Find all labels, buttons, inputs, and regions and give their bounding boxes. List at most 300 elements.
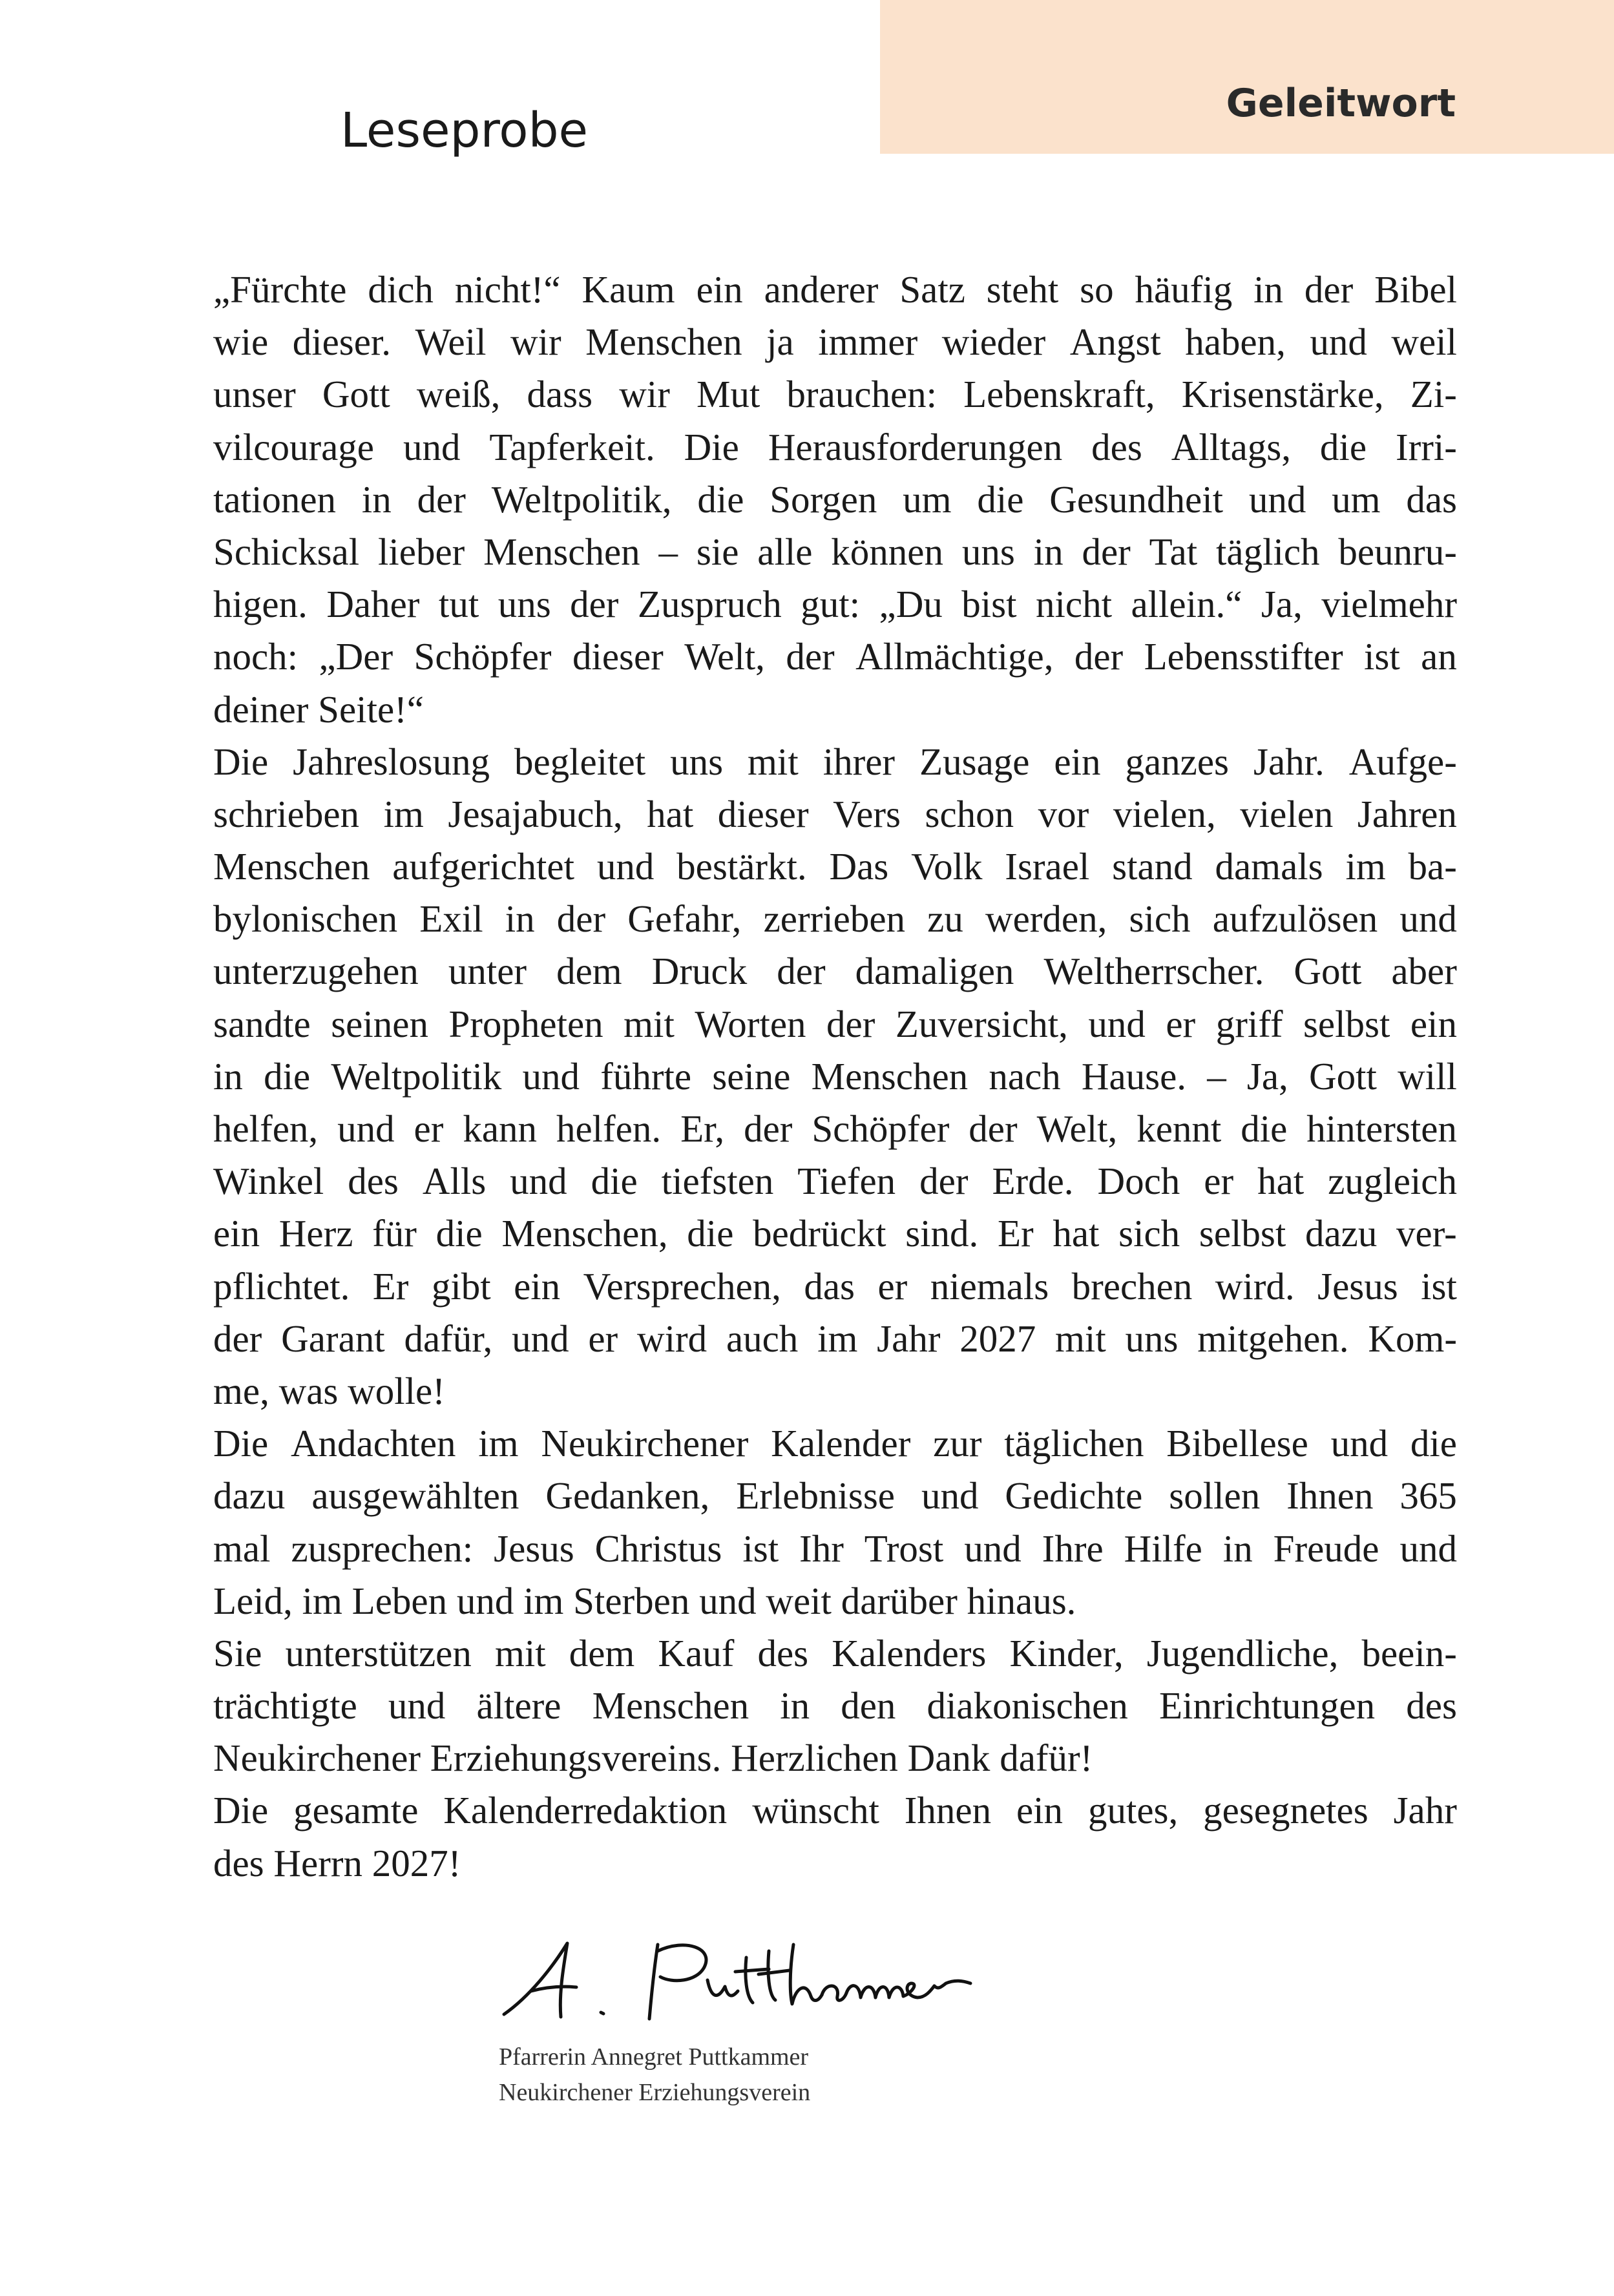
word: ältere — [476, 1684, 561, 1727]
word: helfen. — [556, 1107, 662, 1150]
word: Alls — [422, 1160, 487, 1203]
word: uns — [1125, 1317, 1179, 1360]
word: dass — [527, 373, 593, 416]
word: sich — [1129, 897, 1191, 941]
word: uns — [498, 583, 551, 626]
word: ganzes — [1125, 740, 1230, 783]
word: und — [964, 1527, 1022, 1570]
word: wünscht — [752, 1789, 879, 1832]
word: lieber — [377, 530, 465, 573]
text-line — [213, 474, 1457, 526]
text-line — [213, 1365, 1457, 1417]
word: und — [699, 1579, 757, 1622]
text-line — [213, 1732, 1457, 1784]
word: Bibellese — [1166, 1422, 1308, 1465]
word: und — [1310, 320, 1367, 364]
word: die — [1241, 1107, 1288, 1150]
word: noch: — [213, 635, 299, 678]
word: hat — [1257, 1160, 1305, 1203]
word: ist — [1421, 1264, 1457, 1308]
word: mit — [748, 740, 799, 783]
word: wieder — [941, 320, 1046, 364]
word: diakonischen — [927, 1684, 1128, 1727]
text-line — [213, 1050, 1457, 1103]
word: – — [658, 530, 678, 573]
text-line — [213, 421, 1457, 474]
word: Kalender — [771, 1422, 911, 1465]
section-title: Geleitwort — [1226, 81, 1456, 126]
word: Hause. — [1081, 1054, 1187, 1098]
word: Ihnen — [904, 1789, 992, 1832]
word: Daher — [326, 583, 420, 626]
word: in — [361, 477, 392, 521]
word: aufgerichtet — [392, 845, 575, 888]
word: brechen — [1071, 1264, 1193, 1308]
word: wir — [619, 373, 670, 416]
word: Christus — [594, 1527, 722, 1570]
word: der — [213, 1317, 262, 1360]
word: in — [213, 1054, 243, 1098]
word: nicht — [1036, 583, 1112, 626]
word: die — [697, 477, 744, 521]
word: vielen, — [1113, 792, 1216, 835]
word: Lebenskraft, — [963, 373, 1155, 416]
word: er — [588, 1317, 618, 1360]
word: Freude — [1273, 1527, 1379, 1570]
word: in — [1253, 268, 1284, 311]
word: der — [777, 950, 826, 993]
signature-image — [491, 1932, 1060, 2029]
word: Sie — [213, 1631, 262, 1675]
text-line — [213, 1470, 1457, 1522]
word: Gesundheit — [1049, 477, 1223, 521]
word: ein — [696, 268, 743, 311]
word: Andachten — [290, 1422, 456, 1465]
word: „Der — [319, 635, 393, 678]
word: die — [591, 1160, 638, 1203]
word: des — [757, 1631, 809, 1675]
text-line — [213, 736, 1457, 788]
word: steht — [986, 268, 1059, 311]
word: unterstützen — [285, 1631, 472, 1675]
word: helfen, — [213, 1107, 319, 1150]
word: und — [403, 425, 461, 468]
word: mit — [494, 1631, 546, 1675]
word: Gott — [1294, 950, 1362, 993]
word: unser — [213, 373, 296, 416]
word: und — [596, 845, 655, 888]
word: Seite!“ — [318, 687, 424, 731]
word: dich — [368, 268, 434, 311]
word: Leid, — [213, 1579, 293, 1622]
word: Jahren — [1357, 792, 1457, 835]
word: allein.“ — [1131, 583, 1242, 626]
text-line — [213, 316, 1457, 368]
word: Jesus — [494, 1527, 574, 1570]
text-line — [213, 945, 1457, 997]
word: Weltpolitik — [331, 1054, 502, 1098]
word: zerrieben — [763, 897, 906, 941]
word: sich — [1118, 1212, 1180, 1255]
word: selbst — [1303, 1002, 1390, 1045]
word: zur — [933, 1422, 982, 1465]
word: Zi- — [1410, 373, 1457, 416]
word: hintersten — [1306, 1107, 1457, 1150]
word: häufig — [1135, 268, 1233, 311]
word: sandte — [213, 1002, 311, 1045]
text-line — [213, 631, 1457, 683]
word: Herzlichen — [731, 1737, 898, 1780]
word: Menschen — [213, 845, 370, 888]
word: Ja, — [1261, 583, 1303, 626]
word: sie — [696, 530, 739, 573]
word: Propheten — [448, 1002, 603, 1045]
word: und — [512, 1317, 569, 1360]
word: beein- — [1361, 1631, 1457, 1675]
word: sollen — [1169, 1474, 1261, 1518]
word: griff — [1215, 1002, 1283, 1045]
word: er — [414, 1107, 444, 1150]
word: Doch — [1097, 1160, 1180, 1203]
word: tationen — [213, 477, 337, 521]
word: niemals — [930, 1264, 1049, 1308]
word: der — [1082, 530, 1131, 573]
word: Schöpfer — [812, 1107, 950, 1150]
word: ihrer — [823, 740, 896, 783]
text-line — [213, 1207, 1457, 1260]
word: Hilfe — [1124, 1527, 1202, 1570]
word: nach — [989, 1054, 1061, 1098]
word: stand — [1112, 845, 1193, 888]
word: Leben — [351, 1579, 448, 1622]
word: Die — [213, 1422, 269, 1465]
word: schrieben — [213, 792, 360, 835]
text-line — [213, 840, 1457, 893]
text-line — [213, 1784, 1457, 1837]
text-line — [213, 264, 1457, 316]
word: me, — [213, 1369, 269, 1412]
word: brauchen: — [786, 373, 938, 416]
word: Satz — [899, 268, 965, 311]
word: dieser — [572, 635, 664, 678]
word: Menschen — [811, 1054, 969, 1098]
word: und — [1248, 477, 1306, 521]
word: Vers — [833, 792, 901, 835]
word: will — [1398, 1054, 1457, 1098]
word: Angst — [1069, 320, 1161, 364]
word: und — [388, 1684, 446, 1727]
word: die — [264, 1054, 311, 1098]
word: Weil — [415, 320, 487, 364]
word: ist — [1364, 635, 1400, 678]
word: im — [302, 1579, 342, 1622]
word: was — [278, 1369, 339, 1412]
word: des — [1406, 1684, 1457, 1727]
word: bedrückt — [753, 1212, 886, 1255]
word: im — [1345, 845, 1386, 888]
word: Gott — [1308, 1054, 1377, 1098]
word: darüber — [841, 1579, 958, 1622]
word: zugleich — [1328, 1160, 1457, 1203]
signatory-organization: Neukirchener Erziehungsverein — [499, 2079, 811, 2106]
word: kennt — [1137, 1107, 1222, 1150]
word: gesamte — [293, 1789, 419, 1832]
word: Gedanken, — [545, 1474, 710, 1518]
word: Jesajabuch, — [448, 792, 623, 835]
word: der — [1074, 635, 1124, 678]
word: Herrn — [273, 1841, 362, 1884]
word: vor — [1038, 792, 1089, 835]
word: Welt, — [1036, 1107, 1118, 1150]
word: Ihr — [799, 1527, 844, 1570]
word: in — [1033, 530, 1064, 573]
word: im — [478, 1422, 519, 1465]
word: Jahr — [877, 1317, 941, 1360]
word: Ihre — [1042, 1527, 1104, 1570]
word: in — [1222, 1527, 1253, 1570]
word: Herz — [278, 1212, 353, 1255]
word: „Du — [879, 583, 943, 626]
word: Einrichtungen — [1158, 1684, 1376, 1727]
word: mit — [1055, 1317, 1106, 1360]
word: sind. — [905, 1212, 979, 1255]
text-line — [213, 684, 1457, 736]
word: Kaum — [582, 268, 675, 311]
word: Menschen, — [501, 1212, 668, 1255]
word: Neukirchener — [541, 1422, 749, 1465]
word: Kauf — [658, 1631, 735, 1675]
word: Schöpfer — [414, 635, 552, 678]
word: wir — [510, 320, 561, 364]
word: die — [1319, 425, 1367, 468]
word: gutes, — [1087, 1789, 1179, 1832]
word: Menschen — [592, 1684, 749, 1727]
word: Dank — [907, 1737, 990, 1780]
word: in — [505, 897, 535, 941]
word: Die — [213, 1789, 269, 1832]
text-line — [213, 998, 1457, 1050]
word: Kalenders — [832, 1631, 987, 1675]
word: mal — [213, 1527, 271, 1570]
word: gesegnetes — [1203, 1789, 1368, 1832]
word: Israel — [1005, 845, 1090, 888]
word: Volk — [911, 845, 983, 888]
word: ba- — [1408, 845, 1457, 888]
word: er — [1166, 1002, 1196, 1045]
word: damals — [1215, 845, 1323, 888]
word: und — [510, 1160, 567, 1203]
word: Irri- — [1395, 425, 1457, 468]
word: seinen — [331, 1002, 428, 1045]
word: Jahreslosung — [293, 740, 490, 783]
word: Er — [372, 1264, 409, 1308]
word: und — [337, 1107, 395, 1150]
word: der — [556, 897, 606, 941]
word: Jahr — [1393, 1789, 1457, 1832]
word: Das — [829, 845, 889, 888]
text-line — [213, 1103, 1457, 1155]
word: nicht!“ — [454, 268, 561, 311]
word: Schicksal — [213, 530, 360, 573]
word: des — [1091, 425, 1142, 468]
word: 2027! — [372, 1841, 461, 1884]
body-text — [213, 264, 1457, 1890]
word: der — [969, 1107, 1018, 1150]
word: können — [831, 530, 943, 573]
word: täglich — [1216, 530, 1320, 573]
word: die — [687, 1212, 734, 1255]
text-line — [213, 1260, 1457, 1313]
word: Winkel — [213, 1160, 324, 1203]
text-line — [213, 1575, 1457, 1627]
word: damaligen — [855, 950, 1014, 993]
word: „Fürchte — [213, 268, 347, 311]
word: auch — [726, 1317, 799, 1360]
word: der — [826, 1002, 875, 1045]
word: dieser. — [292, 320, 392, 364]
word: Kalenderredaktion — [443, 1789, 728, 1832]
word: weil — [1391, 320, 1457, 364]
word: trächtigte — [213, 1684, 357, 1727]
word: wird. — [1215, 1264, 1295, 1308]
word: Gott — [322, 373, 390, 416]
word: und — [456, 1579, 514, 1622]
text-line — [213, 1627, 1457, 1680]
word: bylonischen — [213, 897, 398, 941]
word: Aufge- — [1348, 740, 1457, 783]
word: werden, — [985, 897, 1107, 941]
text-line — [213, 893, 1457, 945]
word: Worten — [695, 1002, 806, 1045]
word: Garant — [281, 1317, 385, 1360]
word: Sorgen — [770, 477, 877, 521]
text-line — [213, 1680, 1457, 1732]
word: und — [522, 1054, 580, 1098]
word: Mut — [696, 373, 760, 416]
word: Krisenstärke, — [1181, 373, 1384, 416]
word: dieser — [717, 792, 809, 835]
word: Exil — [419, 897, 483, 941]
word: Tat — [1149, 530, 1198, 573]
word: weit — [766, 1579, 832, 1622]
word: die — [1410, 1422, 1457, 1465]
word: mitgehen. — [1197, 1317, 1349, 1360]
word: zusprechen: — [291, 1527, 474, 1570]
word: ein — [514, 1264, 561, 1308]
word: aufzulösen — [1212, 897, 1378, 941]
word: Ja, — [1246, 1054, 1288, 1098]
word: Weltpolitik, — [491, 477, 672, 521]
word: Sterben — [573, 1579, 690, 1622]
word: Druck — [651, 950, 748, 993]
word: ein — [1054, 740, 1101, 783]
word: dazu — [1305, 1212, 1378, 1255]
word: der — [786, 635, 835, 678]
word: tut — [438, 583, 479, 626]
word: der — [1304, 268, 1354, 311]
word: haben, — [1185, 320, 1286, 364]
word: um — [903, 477, 952, 521]
word: Zuversicht, — [895, 1002, 1068, 1045]
text-line — [213, 526, 1457, 578]
text-line — [213, 1417, 1457, 1470]
word: Alltags, — [1171, 425, 1291, 468]
word: vilcourage — [213, 425, 374, 468]
signatory-name: Pfarrerin Annegret Puttkammer — [499, 2043, 809, 2071]
word: Trost — [864, 1527, 944, 1570]
word: gut: — [801, 583, 861, 626]
word: vielen — [1240, 792, 1334, 835]
word: ausgewählten — [311, 1474, 519, 1518]
word: immer — [818, 320, 918, 364]
word: das — [804, 1264, 855, 1308]
word: für — [372, 1212, 417, 1255]
word: seine — [712, 1054, 791, 1098]
word: selbst — [1199, 1212, 1286, 1255]
word: er — [1204, 1160, 1234, 1203]
word: ja — [766, 320, 794, 364]
text-line — [213, 1837, 1457, 1890]
word: dem — [556, 950, 622, 993]
word: dem — [569, 1631, 635, 1675]
word: Kinder, — [1009, 1631, 1124, 1675]
word: unter — [448, 950, 527, 993]
word: Neukirchener — [213, 1737, 421, 1780]
word: so — [1080, 268, 1114, 311]
word: Er — [997, 1212, 1034, 1255]
word: im — [383, 792, 424, 835]
word: Lebensstifter — [1144, 635, 1343, 678]
word: führte — [600, 1054, 692, 1098]
word: Menschen — [585, 320, 742, 364]
word: ein — [213, 1212, 260, 1255]
word: bist — [961, 583, 1017, 626]
leseprobe-label: Leseprobe — [341, 103, 589, 158]
word: Die — [213, 740, 269, 783]
word: die — [435, 1212, 483, 1255]
word: wolle! — [348, 1369, 445, 1412]
word: der — [919, 1160, 969, 1203]
word: Er, — [680, 1107, 725, 1150]
word: Tiefen — [797, 1160, 896, 1203]
word: täglichen — [1004, 1422, 1144, 1465]
word: Herausforderungen — [768, 425, 1063, 468]
section-tab — [880, 0, 1614, 154]
word: im — [523, 1579, 564, 1622]
word: Gefahr, — [627, 897, 742, 941]
word: alle — [757, 530, 813, 573]
word: und — [1330, 1422, 1389, 1465]
word: der — [744, 1107, 793, 1150]
word: der — [570, 583, 619, 626]
word: weiß, — [416, 373, 501, 416]
word: der — [417, 477, 466, 521]
word: in — [780, 1684, 810, 1727]
word: das — [1406, 477, 1457, 521]
word: Die — [684, 425, 739, 468]
word: Gedichte — [1005, 1474, 1143, 1518]
word: Versprechen, — [583, 1264, 781, 1308]
word: Jesus — [1317, 1264, 1398, 1308]
word: wie — [213, 320, 269, 364]
word: Erziehungsvereins. — [430, 1737, 722, 1780]
word: 2027 — [959, 1317, 1036, 1360]
word: Bibel — [1374, 268, 1457, 311]
word: dafür, — [404, 1317, 493, 1360]
word: ein — [1410, 1002, 1457, 1045]
word: Menschen — [483, 530, 640, 573]
word: hat — [1053, 1212, 1100, 1255]
